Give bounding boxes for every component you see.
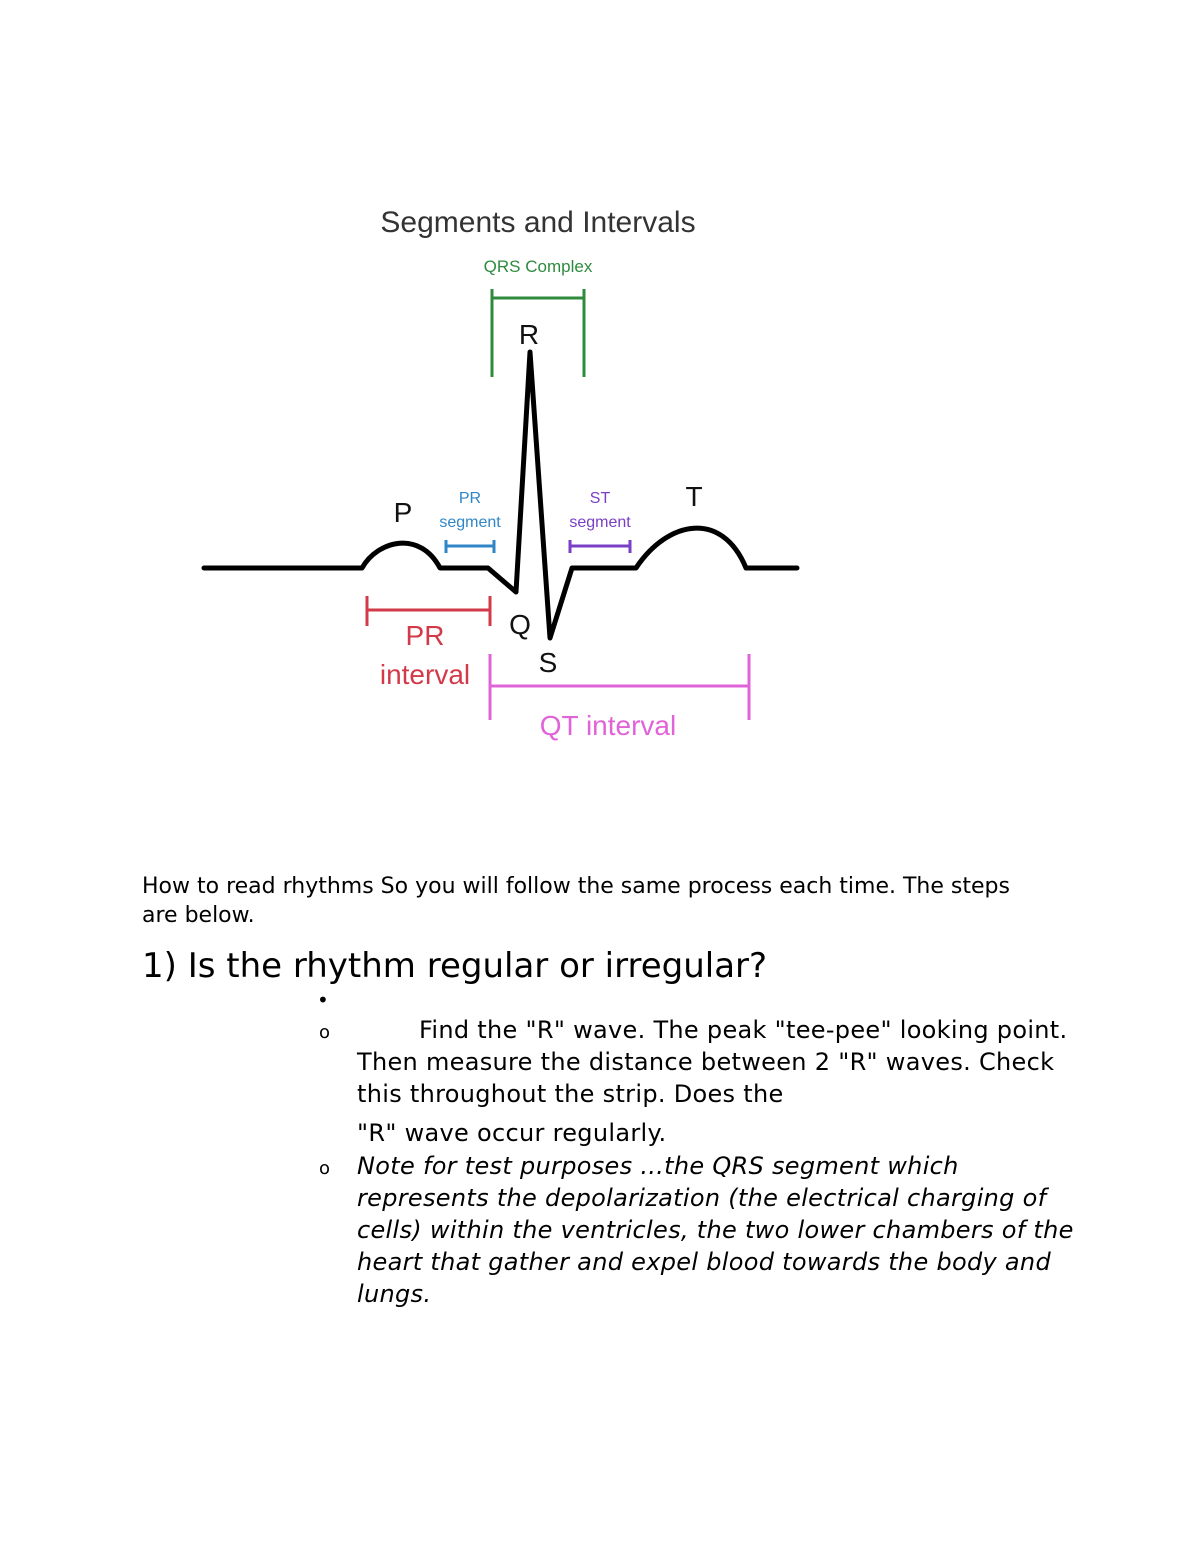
step-heading: 1) Is the rhythm regular or irregular?	[142, 946, 768, 986]
ecg-diagram	[195, 195, 805, 755]
q-wave-label: Q	[509, 609, 531, 640]
pr-interval-label-line2: interval	[379, 659, 471, 690]
intro-paragraph: How to read rhythms So you will follow the same process each time. The steps are below.	[142, 874, 1010, 928]
bullet-marker: •	[317, 988, 329, 1012]
diagram-title: Segments and Intervals	[380, 206, 696, 239]
sub-bullet-marker: o	[319, 1158, 331, 1179]
st-segment-marker	[570, 540, 630, 553]
t-wave-label: T	[685, 481, 703, 512]
r-wave-label: R	[518, 319, 540, 350]
pr-interval-label-line1: PR	[405, 620, 445, 651]
ecg-waveform-trace	[204, 352, 797, 638]
pr-segment-marker	[446, 540, 494, 553]
pr-segment-label-line1: PR	[458, 490, 482, 507]
p-wave-label: P	[393, 497, 413, 528]
list-item-last-line: "R" wave occur regularly.	[357, 1119, 667, 1147]
pr-segment-label-line2: segment	[439, 514, 501, 531]
list-item-test-note: Note for test purposes ...the QRS segment which represents the depolarization (the electrical charging of cells) within the ventricles, the two lower chambers of the heart that gather and expel blood towards the body and lungs.	[357, 1152, 1074, 1308]
sub-bullet-marker: o	[319, 1022, 331, 1043]
list-item-text: Find the "R" wave. The peak "tee-pee" looking point. Then measure the distance between 2 "R" waves. Check this throughout the strip. Does the	[357, 1016, 1068, 1108]
qrs-complex-label: QRS Complex	[483, 257, 593, 276]
s-wave-label: S	[538, 647, 558, 678]
list-item-find-r-wave	[357, 1014, 1077, 1149]
qt-interval-label: QT interval	[539, 710, 677, 741]
st-segment-label-line2: segment	[569, 514, 631, 531]
st-segment-label-line1: ST	[589, 490, 611, 507]
